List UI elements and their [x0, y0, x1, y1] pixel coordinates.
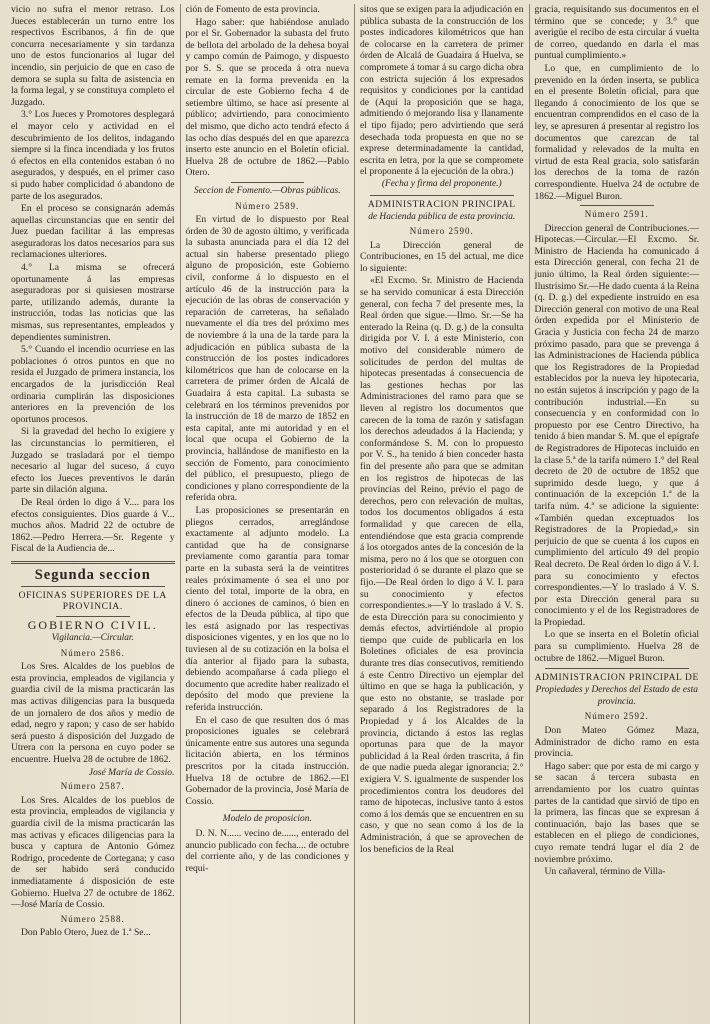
paragraph: En el caso de que resulten dos ó mas proposiciones iguales se celebrará únicamente entre sus autores una segunda licitación abierta, en los términos prescritos por la citada instrucción. Huelva 18 de octubre de 1862.—El Gobernador de la provincia, José María de Cossio. [185, 714, 349, 807]
subheading: Seccion de Fomento.—Obras públicas. [193, 185, 341, 196]
notice-number: Número 2586. [60, 647, 125, 658]
column-2 [181, 4, 356, 1024]
signature-note: (Fecha y firma del proponente.) [381, 178, 502, 189]
paragraph: En el proceso se consignarán además aquellas circunstancias que en sentir del Juez puedan facilitar á las empresas aseguradoras los datos necesarios para sus reclamaciones ulteriores. [11, 203, 175, 261]
section-divider [11, 561, 175, 564]
paragraph: 5.° Cuando el incendio ocurriese en las poblaciones ó otros puntos en que no resida el Juzgado de primera instancia, los encargados de la jurisdicción Real ordinaria cumplirán las disposiciones anteriores en la prevención de los oportunos procesos. [11, 344, 175, 425]
divider [231, 182, 305, 183]
notice-number: Número 2588. [60, 913, 125, 924]
paragraph: ción de Fomento de esta provincia. [185, 4, 320, 15]
paragraph: «El Excmo. Sr. Ministro de Hacienda se ha servido comunicar á esta Dirección general, con fecha 7 del presente mes, la Real órden que sigue.—Ilmo. Sr.—Se ha enterado la Reina (q. D. g.) de la consulta dirigida por V. I. á este Ministerio, con motivo del considerable número de solicitudes de perdon del multas de hipotecas presentadas á consecuencia de las gestiones hechas por las Administraciones del ramo para que se lleven al registro los documentos que carecen de la toma de razón y satisfagan los derechos adeudados á la Hacienda; y conformándose S. M. con lo propuesto por V. S., ha tenido á bien conceder hasta fin del presente año para que se admitan en los registros de hipotecas de las provincias del Reino, prévio el pago de derechos, pero con relevación de multas, todos los documentos obligados á esta formalidad y que carecen de ella, entendiéndose que esta gracia comprende á los otorgados antes de la concesión de la misma, pero no á los que se otorguen con posterioridad ó se durante el plazo que se fijo.—De Real órden lo digo á V. I. para su conocimiento y efectos correspondientes.»—Y lo traslado á V. S. de esta Dirección para su conocimiento y demás efectos, advirtiéndole al propio tiempo que cuide de publicarla en los Boletines oficiales de esa provincia durante tres días consecutivos, remitiendo á este Centro Directivo un ejemplar del último en que se haga la publicación, y que esto no obstante, se traslade por separado á los Registradores de la Propiedad y á los Alcaldes de la provincia, dictando á estos las reglas oportunas para que de la mayor publicidad á la Real órden trascrita, á fin de que nadie pueda alegar ignorancia; 2.° exigiera V. S. igualmente de suspender los procedimientos contra los deudores del ramo de hipotecas, inclusive tanto á estos como á los demás que se encuentren en su caso, y que no sean como á los de la Administración, á que se aprovechen de los beneficios de la Real [360, 275, 524, 855]
paragraph: Don Mateo Gómez Maza, Administrador de dicho ramo en esta provincia. [534, 725, 699, 760]
paragraph: 4.° La misma se ofrecerá oportunamente á las empresas aseguradoras por si quisiesen mostrarse parte, utilizando además, durante la instrucción, todas las noticias que las mismas, sus representantes, empleados y dependientes suministren. [11, 262, 175, 343]
paragraph: 3.° Los Jueces y Promotores desplegará el mayor celo y actividad en el descubrimiento de los delitos, indagando siempre si la finca incendiada y los frutos ó efectos en ella contenidos estaban ó no asegurados, y después, en el primer caso si pudo haber complicidad ó abandono de parte de los asegurados. [11, 109, 175, 202]
paragraph: Lo que se inserta en el Boletín oficial para su cumplimiento. Huelva 28 de octubre de 1862.—Miguel Buron. [534, 629, 699, 664]
paragraph: Las proposiciones se presentarán en pliegos cerrados, arreglándose exactamente al adjunto modelo. La cantidad que ha de consignarse previamente como garantía para tomar parte en la subasta será la de veintitres reales próximamente ó sea el uno por ciento del total, importe de la obra, en dinero ó acciones de caminos, ó bien en efectos de la Deuda pública, al tipo que les está asignado por las respectivas disposiciones vigentes, y en los que no lo tuviesen al de su cotización en la bolsa el día anterior al fijado para la subasta, debiendo acompañarse á cada pliego el documento que acredite haber realizado el depósito del modo que previene la referida instrucción. [185, 504, 349, 714]
subheading: de Hacienda pública de esta provincia. [368, 211, 516, 222]
subheading: Vigilancia.—Circular. [51, 633, 134, 644]
section-heading: ADMINISTRACION PRINCIPAL [367, 199, 516, 210]
paragraph: De Real órden lo digo á V.... para los efectos consiguientes. Dios guarde á V... muchos años. Madrid 22 de octubre de 1862.—Pedro Herrera.—Sr. Regente y Fiscal de la Audiencia de... [11, 496, 175, 555]
paragraph: vicio no sufra el menor retraso. Los Jueces establecerán un turno entre los respectivos Escribanos, á fin de que concurra necesariamente y sin tardanza uno de estos funcionarios al lugar del incendio, sin perjuicio de que en caso de demora se supla su falta de asistencia en la forma legal, y se constituya completo el Juzgado. [11, 4, 175, 108]
notice-number: Número 2590. [409, 226, 474, 237]
paragraph: sitos que se exigen para la adjudicación en pública subasta de la construcción de los postes indicadores kilométricos que han de colocarse en la carretera de primer órden de Alcalá de Guadaira á Huelva, se compromete á tomar á su cargo dicha obra con estricta sujeción á los expresados requisitos y condiciones por la cantidad de (Aquí la proposición que se haga, admitiendo ó mejorando lisa y llanamente el tipo fijado; pero advirtiendo que será desechada toda propuesta en que no se exprese determinadamente la cantidad, escrita en letra, por la que se compromete el proponente á la ejecución de la obra.) [360, 4, 524, 178]
paragraph: Los Sres. Alcaldes de los pueblos de esta provincia, empleados de vigilancia y guardia civil de la misma practicarán las mas activas y eficaces diligencias para la busca y captura de Antonio Gómez Rodrigo, procedente de Cortegana; y caso de ser habido será conducido inmediatamente á disposición de este Gobierno. Huelva 27 de octubre de 1862.—José María de Cossio. [11, 794, 175, 911]
notice-number: Número 2589. [235, 200, 300, 211]
column-1 [6, 4, 181, 1024]
paragraph: Direccion general de Contribuciones.—Hipotecas.—Circular.—El Excmo. Sr. Ministro de Hacienda ha comunicado á esta Dirección general, con fecha 21 de junio último, la Real órden siguiente:—Ilustrísimo Sr.—He dado cuenta á la Reina (q. D. g.) del expediente instruido en esa Dirección general con motivo de una Real órden expedida por el Ministerio de Gracia y Justicia con fecha 24 de marzo próximo pasado, para que se prevenga á las Administraciones de Hacienda pública que los Registradores de la Propiedad establecidos por la nueva ley hipotecaria, no están sujetos á inscripción y pago de la contribución industrial.—En su consecuencia y en conformidad con lo propuesto por ese Centro Directivo, ha tenido á bien mandar S. M. que el epígrafe de Registradores de Hipotecas incluido en la clase 5.ª de la tarifa número 1.° del Real decreto de 20 de octubre de 1852 que suprimido desde luego, y que á continuación de la excepción 1.ª de la tarifa núm. 4.ª se adicione la siguiente: «También quedan exceptuados los Registradores de la Propiedad,» sin perjuicio de que se cuenta á los cupos en cumplimiento del artículo 49 del propio Real decreto. De Real órden lo digo á V. I. para su conocimiento y efectos correspondientes.—Y lo traslado á V. S. por esta Dirección general para su conocimiento y el de los Registradores de la Propiedad. [534, 222, 699, 628]
divider [370, 195, 514, 196]
subheading: Modelo de proposicion. [222, 814, 312, 825]
paragraph: Los Sres. Alcaldes de los pueblos de esta provincia, empleados de vigilancia y guardia civil de la misma practicarán las mas activas diligencias para la busqueda de un jornalero de dos años y medio de edad, negro y rapon; y caso de ser habido será puesto á disposición del Juzgado de Utrera con la persona en cuyo poder se encuentre. Huelva 28 de octubre de 1862. [11, 661, 175, 766]
paragraph: En virtud de lo dispuesto por Real órden de 30 de agosto último, y verificada la subasta anunciada para el día 12 del actual sin haberse presentado pliego alguno de proposición, este Gobierno civil, conforme á lo dispuesto en el artículo 46 de la instrucción para la ejecución de las obras de conservación y reparación de carreteras, ha señalado nuevamente el día tres del próximo mes de noviembre á la una de la tarde para la adjudicación en pública subasta de la construcción de los postes indicadores kilométricos que han de colocarse en la carretera de primer órden de Alcalá de Guadaira á esta capital. La subasta se celebrará en los términos prevenidos por la instrucción de 18 de marzo de 1852 en esta capital, ante mi autoridad y en el local que ocupa el Gobierno de la provincia, hallándose de manifiesto en la sección de Fomento, para conocimiento del público, el presupuesto, pliego de condiciones y plano correspondiente de la referida obra. [185, 214, 349, 504]
divider [56, 616, 130, 617]
divider [545, 668, 690, 669]
subheading: Propiedades y Derechos del Estado de esta provincia. [535, 685, 698, 707]
department-heading: GOBIERNO CIVIL. [27, 617, 158, 632]
divider [21, 586, 165, 587]
paragraph: Hago saber: que habiéndose anulado por el Sr. Gobernador la subasta del fruto de bellota del arbolado de la dehesa boyal y campo común de Paimogo, y dispuesto por S. S. que se proceda á otra nueva remate en la forma prevenida en la circular de este Gobierno fecha 4 de setiembre último, se hace así presente al público; advirtiendo, para conocimiento del mismo, que dicho acto tendrá efecto á las ocho días después del en que aparezca inserto este anuncio en el Boletín oficial. Huelva 28 de octubre de 1862.—Pablo Otero. [185, 16, 349, 179]
paragraph: Don Pablo Otero, Juez de 1.ª Se... [21, 927, 151, 939]
divider [231, 810, 305, 811]
paragraph: Si la gravedad del hecho lo exigiere y las circunstancias lo permitieren, el Juzgado se trasladará por el tiempo necesario al lugar del suceso, á cuyo efecto los Jueces preventivos le darán parte sin dilación alguna. [11, 426, 175, 496]
signature: José María de Cossio. [88, 766, 175, 778]
column-3 [355, 4, 530, 1024]
section-title: Segunda seccion [34, 566, 151, 583]
paragraph: La Dirección general de Contribuciones, en 15 del actual, me dice lo siguiente: [360, 239, 524, 274]
notice-number: Número 2587. [60, 781, 125, 792]
section-heading: OFICINAS SUPERIORES DE LA PROVINCIA. [18, 590, 167, 612]
divider [580, 205, 655, 206]
paragraph: D. N. N...... vecino de......, enterado del anuncio publicado con fecha.... de octubre del corriente año, y de las condiciones y requi- [185, 827, 349, 874]
notice-number: Número 2592. [584, 711, 649, 722]
column-4 [530, 4, 705, 1024]
section-heading: ADMINISTRACION PRINCIPAL DE [534, 673, 699, 684]
paragraph: Hago saber: que por esta de mi cargo y se sacan á tercera subasta en arrendamiento por los cuatro quintas partes de la cantidad que sirvió de tipo en la primera, las fincas que se expresan á continuación, bajo las bases que se establecen en el pliego de condiciones, cuyo remate tendrá lugar el día 2 de noviembre próximo. [534, 760, 699, 865]
notice-number: Número 2591. [584, 209, 649, 220]
paragraph: Lo que, en cumplimiento de lo prevenido en la órden inserta, se publica en el presente Boletín oficial, para que llegando á conocimiento de los que se encuentran comprendidos en el caso de la ley, se apresuren á presentar al registro los documentos que carezcan de tal formalidad y relevados de la multa en virtud de esta Real gracia, solo satisfarán los derechos de la toma de razón correspondiente. Huelva 24 de octubre de 1862.—Miguel Buron. [534, 62, 699, 202]
columns [6, 4, 704, 1024]
paragraph: gracia, requisitando sus documentos en el término que se concede; y 3.° que averigüe el recibo de esta circular á vuelta de correo, quedando en darla el mas puntual cumplimiento.» [534, 4, 699, 62]
paragraph: Un cañaveral, término de Villa- [544, 866, 666, 878]
